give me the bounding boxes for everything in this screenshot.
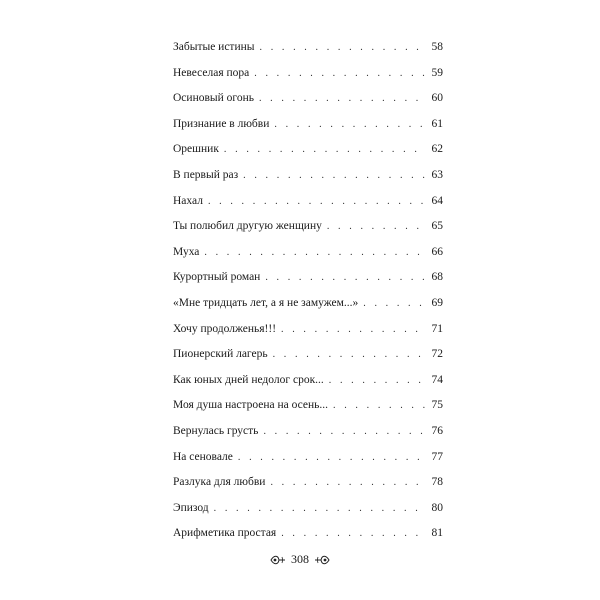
dot-leader [254, 67, 426, 81]
toc-entry-page-number: 68 [431, 271, 443, 284]
toc-entry-page-number: 81 [431, 527, 443, 540]
dot-leader [333, 399, 426, 413]
toc-entry[interactable] [173, 424, 443, 450]
toc-entry[interactable] [173, 450, 443, 476]
dot-leader [265, 271, 426, 285]
toc-entry[interactable] [173, 398, 443, 424]
toc-entry[interactable] [173, 168, 443, 194]
dot-leader [260, 41, 427, 55]
toc-entry-title: Осиновый огонь [173, 92, 254, 105]
toc-entry-title: Забытые истины [173, 41, 255, 53]
toc-entry-page-number: 65 [431, 220, 443, 233]
toc-entry-page-number: 63 [431, 168, 443, 181]
toc-entry-title: Пионерский лагерь [173, 348, 268, 361]
dot-leader [259, 92, 426, 106]
toc-entry[interactable] [173, 347, 443, 373]
toc-entry-page-number: 76 [431, 424, 443, 437]
toc-entry-title: Вернулась грусть [173, 424, 259, 437]
page-number: 308 [291, 552, 309, 566]
toc-entry-title: Разлука для любви [173, 476, 266, 489]
dot-leader [273, 348, 426, 362]
toc-entry[interactable] [173, 296, 443, 322]
toc-entry-page-number: 59 [431, 66, 443, 79]
toc-entry-page-number: 75 [431, 399, 443, 412]
floral-ornament-icon [270, 554, 286, 566]
dot-leader [281, 323, 426, 337]
toc-entry-page-number: 62 [431, 143, 443, 156]
dot-leader [263, 425, 426, 439]
toc-entry[interactable] [173, 117, 443, 143]
toc-entry[interactable] [173, 475, 443, 501]
toc-entry-title: Моя душа настроена на осень... [173, 399, 329, 412]
toc-entry[interactable] [173, 219, 443, 245]
toc-entry[interactable] [173, 526, 443, 552]
toc-entry-title: На сеновале [173, 450, 233, 463]
toc-entry-page-number: 71 [431, 322, 443, 335]
toc-entry-title: Арифметика простая [173, 527, 277, 540]
table-of-contents [173, 40, 443, 552]
dot-leader [208, 195, 426, 209]
dot-leader [238, 451, 426, 465]
toc-entry-title: Нахал [173, 194, 203, 207]
toc-entry-title: Признание в любви [173, 117, 270, 130]
toc-entry[interactable] [173, 91, 443, 117]
toc-entry-page-number: 74 [431, 373, 443, 386]
toc-entry[interactable] [173, 322, 443, 348]
toc-entry[interactable] [173, 40, 443, 66]
toc-entry-title: Хочу продолженья!!! [173, 322, 277, 335]
toc-entry-page-number: 60 [431, 92, 443, 105]
toc-entry[interactable] [173, 501, 443, 527]
toc-entry-page-number: 66 [431, 245, 443, 258]
toc-entry-page-number: 69 [431, 296, 443, 309]
toc-entry[interactable] [173, 142, 443, 168]
toc-entry-page-number: 78 [431, 476, 443, 489]
toc-entry[interactable] [173, 373, 443, 399]
dot-leader [243, 169, 426, 183]
toc-entry-title: Эпизод [173, 501, 209, 514]
dot-leader [224, 143, 426, 157]
page-footer [0, 552, 600, 567]
toc-entry-page-number: 64 [431, 194, 443, 207]
toc-entry[interactable] [173, 194, 443, 220]
dot-leader [274, 118, 426, 132]
dot-leader [270, 476, 426, 490]
toc-entry-page-number: 58 [431, 41, 443, 53]
toc-entry-title: В первый раз [173, 168, 239, 181]
toc-entry-title: Курортный роман [173, 271, 261, 284]
dot-leader [327, 220, 426, 234]
toc-entry-title: Орешник [173, 143, 219, 156]
dot-leader [363, 297, 426, 311]
toc-entry-title: «Мне тридцать лет, а я не замужем...» [173, 296, 359, 309]
toc-entry[interactable] [173, 245, 443, 271]
toc-entry-title: Невеселая пора [173, 66, 250, 79]
dot-leader [329, 374, 426, 388]
toc-entry[interactable] [173, 270, 443, 296]
toc-entry-page-number: 61 [431, 117, 443, 130]
toc-entry-title: Ты полюбил другую женщину [173, 220, 322, 233]
floral-ornament-icon [314, 554, 330, 566]
toc-entry-page-number: 72 [431, 348, 443, 361]
dot-leader [214, 502, 426, 516]
toc-entry[interactable] [173, 66, 443, 92]
toc-entry-page-number: 77 [431, 450, 443, 463]
dot-leader [204, 246, 426, 260]
toc-entry-page-number: 80 [431, 501, 443, 514]
dot-leader [281, 527, 426, 541]
toc-entry-title: Муха [173, 245, 200, 258]
toc-entry-title: Как юных дней недолог срок... [173, 373, 324, 386]
